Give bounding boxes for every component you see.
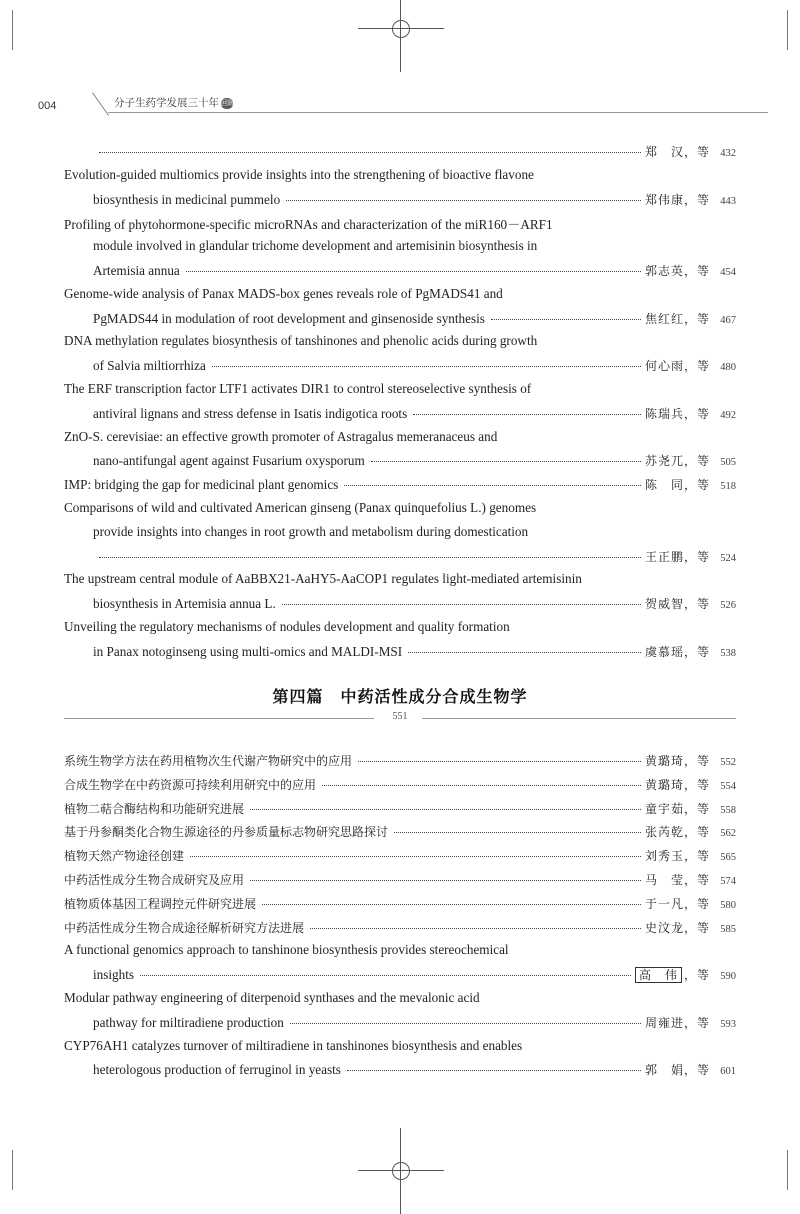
toc-title-text: provide insights into changes in root growth and metabolism during domestication	[93, 523, 529, 539]
toc-entry-title-line	[64, 942, 736, 962]
toc-entry	[93, 262, 736, 282]
toc-author: 虞慕瑶，等	[644, 644, 710, 659]
book-title: 分子生药学发展三十年 回顾	[114, 97, 235, 109]
toc-page-number: 558	[720, 804, 736, 816]
toc-dot-leader	[140, 975, 631, 976]
toc-entry	[93, 966, 736, 986]
toc-entry	[64, 919, 736, 939]
crop-line-left	[12, 10, 13, 50]
toc-page-number: 467	[720, 314, 736, 326]
toc-dot-leader	[190, 856, 641, 857]
toc-author: 黄璐琦，等	[644, 777, 710, 792]
toc-page-number: 492	[720, 409, 736, 421]
toc-page-number: 524	[720, 552, 736, 564]
toc-title-text: pathway for miltiradiene production	[93, 1014, 284, 1030]
registration-mark-bottom	[388, 1158, 414, 1184]
toc-entry-title-line	[64, 571, 736, 591]
toc-title-text: nano-antifungal agent against Fusarium oxysporum	[93, 453, 365, 469]
toc-author: 史汶龙，等	[644, 920, 710, 935]
toc-title-text: 植物天然产物途径创建	[64, 849, 185, 864]
toc-title-text: Genome-wide analysis of Panax MADS-box genes reveals role of PgMADS41 and	[64, 285, 503, 301]
toc-page-number: 432	[720, 148, 736, 159]
toc-entry-title-line	[64, 381, 736, 401]
toc-entry-title-line	[64, 429, 736, 449]
toc-entry	[93, 643, 736, 663]
toc-author: 郭 娟，等	[644, 1063, 710, 1078]
toc-page-number: 562	[720, 828, 736, 840]
toc-author: 张芮乾，等	[644, 825, 710, 840]
toc-dot-leader	[99, 152, 641, 153]
toc-title-text: 系统生物学方法在药用植物次生代谢产物研究中的应用	[64, 754, 353, 768]
toc-title-text: in Panax notoginseng using multi-omics and MALDI-MSI	[93, 643, 403, 659]
toc-author-suffix: ，等	[683, 968, 710, 983]
toc-dot-leader	[262, 904, 641, 905]
toc-dot-leader	[394, 832, 641, 833]
toc-dot-leader	[491, 319, 641, 320]
toc-entry-title-line	[64, 500, 736, 520]
toc-page-number: 526	[720, 600, 736, 612]
toc-dot-leader	[358, 761, 641, 762]
section-page-number: 551	[392, 711, 408, 722]
toc-dot-leader	[250, 880, 641, 881]
toc-title-text: Profiling of phytohormone-specific microRNAs and characterization of the miR160－ARF1	[64, 217, 553, 233]
toc-entry	[93, 310, 736, 330]
toc-entry-title-line	[93, 524, 736, 544]
toc-title-text: antiviral lignans and stress defense in Isatis indigotica roots	[93, 405, 408, 421]
toc-title-text: 中药活性成分生物合成研究及应用	[64, 873, 245, 887]
toc-dot-leader	[212, 366, 641, 367]
toc-dot-leader	[413, 414, 641, 415]
toc-entry	[93, 548, 736, 568]
toc-page-number: 554	[720, 780, 736, 792]
toc-author: 何心雨，等	[644, 359, 710, 374]
toc-author: 黄璐琦，等	[644, 754, 710, 768]
toc-title-text: IMP: bridging the gap for medicinal plant genomics	[64, 477, 339, 493]
toc-dot-leader	[310, 928, 641, 929]
toc-title-text: DNA methylation regulates biosynthesis of tanshinones and phenolic acids during growth	[64, 333, 538, 349]
toc-title-text: 植物二萜合酶结构和功能研究进展	[64, 801, 245, 816]
toc-entry	[64, 871, 736, 891]
toc-author: 王正鹏，等	[644, 549, 710, 564]
toc-entry-title-line	[93, 238, 736, 258]
toc-author: 于一凡，等	[644, 896, 710, 911]
toc-entry-title-line	[64, 214, 736, 234]
toc-title-text: ZnO-S. cerevisiae: an effective growth promoter of Astragalus memeranaceus and	[64, 428, 498, 444]
toc-title-text: Unveiling the regulatory mechanisms of nodules development and quality formation	[64, 619, 510, 634]
toc-author: 郭志英，等	[644, 264, 710, 278]
section-title: 第四篇 中药活性成分合成生物学	[272, 687, 528, 706]
toc-title-text: Modular pathway engineering of diterpenoid synthases and the mevalonic acid	[64, 990, 480, 1005]
toc-entry	[64, 800, 736, 820]
toc-entry	[93, 452, 736, 472]
toc-author: 郑 汉，等	[644, 145, 710, 159]
toc-author: 童宇茹，等	[644, 801, 710, 816]
toc-author: 马 莹，等	[644, 873, 710, 887]
toc-entry	[93, 405, 736, 425]
toc-page-number: 574	[720, 876, 736, 887]
toc-page-number: 601	[720, 1066, 736, 1078]
toc-author: 苏尧兀，等	[644, 454, 710, 469]
toc-page-number: 593	[720, 1018, 736, 1030]
toc-author	[635, 966, 710, 983]
registration-mark-top	[388, 16, 414, 42]
toc-page-number: 590	[720, 971, 736, 983]
toc-author: 陈瑞兵，等	[644, 406, 710, 421]
toc-entry-title-line	[64, 619, 736, 639]
toc-dot-leader	[250, 809, 641, 810]
running-header	[38, 92, 768, 114]
toc-dot-leader	[99, 557, 641, 558]
toc-dot-leader	[344, 485, 641, 486]
toc-title-text: The upstream central module of AaBBX21-AaHY5-AaCOP1 regulates light-mediated artemisinin	[64, 571, 582, 587]
crop-line-left-bottom	[12, 1150, 13, 1190]
toc-title-text: of Salvia miltiorrhiza	[93, 358, 206, 374]
toc-page-number: 580	[720, 899, 736, 911]
toc-entry	[93, 143, 736, 163]
toc-author: 贺威智，等	[644, 597, 710, 612]
toc-entry	[64, 476, 736, 496]
toc-page-number: 538	[720, 647, 736, 659]
toc-author: 焦红红，等	[644, 311, 710, 326]
toc-entry	[93, 357, 736, 377]
toc-title-text: Evolution-guided multiomics provide insights into the strengthening of bioactive flavone	[64, 166, 534, 182]
toc-title-text: PgMADS44 in modulation of root development and ginsenoside synthesis	[93, 310, 485, 326]
toc-title-text: Artemisia annua	[93, 263, 180, 278]
toc-dot-leader	[290, 1023, 641, 1024]
header-rule	[108, 112, 768, 113]
toc-page-number: 565	[720, 852, 736, 864]
toc-entry	[64, 895, 736, 915]
toc-entry	[64, 752, 736, 772]
toc-title-text: The ERF transcription factor LTF1 activates DIR1 to control stereoselective synthesis of	[64, 381, 532, 396]
toc-page-number: 480	[720, 362, 736, 374]
toc-title-text: 基于丹参酮类化合物生源途径的丹参质量标志物研究思路探讨	[64, 825, 389, 840]
toc-page-number: 443	[720, 195, 736, 207]
toc-author: 刘秀玉，等	[644, 849, 710, 864]
toc-title-text: insights	[93, 967, 135, 983]
toc-entry-title-line	[64, 286, 736, 306]
toc-entry	[64, 847, 736, 867]
toc-dot-leader	[371, 461, 641, 462]
toc-entry	[93, 1061, 736, 1081]
toc-entry-title-line	[64, 1038, 736, 1058]
toc-page-number: 505	[720, 457, 736, 469]
toc-entry	[93, 595, 736, 615]
toc-title-text: Comparisons of wild and cultivated American ginseng (Panax quinquefolius L.) genomes	[64, 500, 537, 515]
toc-entry-title-line	[64, 333, 736, 353]
toc-entry	[93, 191, 736, 211]
toc-entry	[64, 823, 736, 843]
toc-dot-leader	[282, 604, 641, 605]
toc-page-number: 552	[720, 757, 736, 768]
toc-title-text: CYP76AH1 catalyzes turnover of miltiradiene in tanshinones biosynthesis and enables	[64, 1037, 523, 1053]
toc-author: 周雍进，等	[644, 1015, 710, 1030]
toc-dot-leader	[322, 785, 641, 786]
toc-title-text: 植物质体基因工程调控元件研究进展	[64, 896, 257, 911]
toc-page-number: 454	[720, 267, 736, 278]
toc-dot-leader	[408, 652, 641, 653]
crop-line-right	[787, 10, 788, 50]
toc-author: 郑伟康，等	[644, 192, 710, 207]
toc-dot-leader	[347, 1070, 641, 1071]
toc-entry	[93, 1014, 736, 1034]
page-number: 004	[38, 100, 57, 112]
toc-author: 陈 同，等	[644, 478, 710, 493]
toc-page-number: 518	[720, 481, 736, 493]
toc-author-boxed: 高 伟	[635, 967, 682, 983]
toc-entry-title-line	[64, 990, 736, 1010]
toc-title-text: A functional genomics approach to tanshinone biosynthesis provides stereochemical	[64, 942, 509, 958]
book-title-badge: 回顾	[221, 99, 235, 107]
toc-page-number: 585	[720, 923, 736, 935]
toc-dot-leader	[186, 271, 641, 272]
toc-entry-title-line	[64, 167, 736, 187]
crop-line-right-bottom	[787, 1150, 788, 1190]
toc-title-text: heterologous production of ferruginol in yeasts	[93, 1062, 341, 1078]
toc-title-text: 中药活性成分生物合成途径解析研究方法进展	[64, 920, 305, 935]
toc-title-text: biosynthesis in medicinal pummelo	[93, 191, 281, 207]
header-slash-decoration	[92, 92, 109, 116]
toc-title-text: 合成生物学在中药资源可持续利用研究中的应用	[64, 777, 317, 792]
toc-title-text: biosynthesis in Artemisia annua L.	[93, 596, 276, 612]
toc-title-text: module involved in glandular trichome development and artemisinin biosynthesis in	[93, 238, 538, 254]
toc-dot-leader	[286, 200, 641, 201]
toc-entry	[64, 776, 736, 796]
